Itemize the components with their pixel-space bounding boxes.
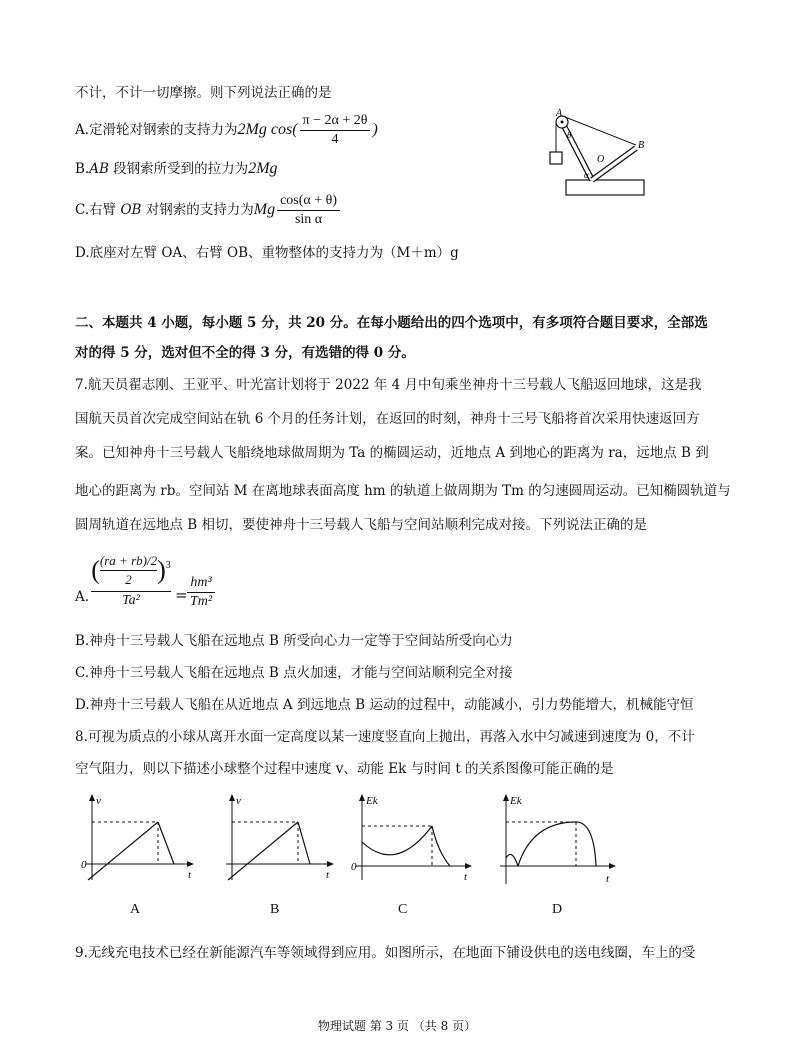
axis-label: t (188, 869, 192, 881)
weight (550, 152, 562, 164)
crane-figure (540, 108, 650, 198)
label-theta: θ (567, 130, 572, 140)
option-7d: D.神舟十三号载人飞船在从近地点 A 到远地点 B 运动的过程中，动能减小，引力势能增大，机械能守恒 (75, 697, 694, 713)
axis-label: t (326, 869, 330, 881)
q8-line: 8.可视为质点的小球从离开水面一定高度以某一速度竖直向上抛出，再落入水中匀减速到速度为 0，不计 (75, 729, 695, 745)
option-6a: A.定滑轮对钢索的支持力为2Mg cos( $\frac{\pi - 2\alpha + 2\theta}{4}$ ) (75, 113, 378, 147)
q9-line: 9.无线充电技术已经在新能源汽车等领域得到应用。如图所示，在地面下铺设供电的送电线圈，车上的受 (75, 945, 696, 961)
q7-line: 圆周轨道在远地点 B 相切，要使神舟十三号载人飞船与空间站顺利完成对接。下列说法正确的是 (75, 517, 648, 533)
text-line: 不计，不计一切摩擦。则下列说法正确的是 (75, 85, 332, 101)
q7-line: 地心的距离为 rb。空间站 M 在离地球表面高度 hm 的轨道上做周期为 Tm 的匀速圆周运动。已知椭圆轨道与 (75, 483, 731, 499)
curve (228, 822, 298, 880)
label-a: A (556, 108, 563, 119)
origin-label: 0 (81, 859, 87, 871)
q7-line: 案。已知神舟十三号载人飞船绕地球做周期为 Ta 的椭圆运动，近地点 A 到地心的距离为 ra，远地点 B 到 (75, 445, 709, 461)
q8-line: 空气阻力，则以下描述小球整个过程中速度 v、动能 Ek 与时间 t 的关系图像可能正确的是 (75, 761, 614, 777)
curve (432, 826, 450, 866)
section-header: 二、本题共 4 小题，每小题 5 分，共 20 分。在每小题给出的四个选项中，有多项符合题目要求，全部选 (75, 315, 708, 331)
label-o: O (597, 154, 605, 165)
curve (298, 822, 310, 864)
graph-c (348, 792, 478, 892)
axis-label: v (236, 795, 241, 807)
axis-label: t (464, 871, 468, 883)
q7-line: 国航天员首次完成空间站在轨 6 个月的任务计划，在返回的时刻，神舟十三号飞船将首次采用快速返回方 (75, 411, 700, 427)
graph-d (492, 792, 622, 892)
curve (88, 822, 158, 880)
graph-label: A (130, 902, 141, 917)
option-6c: C.右臂 OB 对钢索的支持力为Mg $\frac{\cos(\alpha + \theta)}{\text{sin α}}$ (75, 192, 342, 229)
cable-ab (565, 117, 636, 145)
option-7c: C.神舟十三号载人飞船在远地点 B 点火加速，才能与空间站顺利完全对接 (75, 665, 513, 681)
option-6b: B.AB 段钢索所受到的拉力为2Mg (75, 160, 278, 177)
option-6d: D.底座对左臂 OA、右臂 OB、重物整体的支持力为（M＋m）g (75, 245, 459, 261)
curve (506, 854, 518, 866)
option-7b: B.神舟十三号载人飞船在远地点 B 所受向心力一定等于空间站所受向心力 (75, 633, 513, 649)
curve (158, 822, 174, 864)
base (566, 180, 644, 195)
origin-label: 0 (351, 861, 357, 873)
axis-label: t (606, 873, 610, 885)
graph-label: D (552, 902, 563, 917)
q7-line: 7.航天员翟志刚、王亚平、叶光富计划将于 2022 年 4 月中旬乘坐神舟十三号载人飞船返回地球，这是我 (75, 377, 702, 393)
curve (362, 826, 432, 855)
graph-label: C (398, 902, 408, 917)
curve (518, 822, 576, 866)
label-alpha: α (584, 170, 589, 180)
axis-label: Ek (510, 795, 522, 807)
page-footer: 物理试题 第 3 页 （共 8 页） (317, 1019, 477, 1033)
curve (576, 822, 596, 866)
axis-label: Ek (366, 795, 378, 807)
section-header-cont: 对的得 5 分，选对但不全的得 3 分，有选错的得 0 分。 (75, 345, 415, 361)
axis-label: v (96, 795, 101, 807)
label-b: B (638, 140, 645, 151)
graph-label: B (270, 902, 280, 917)
graph-a (78, 792, 198, 892)
graph-b (218, 792, 338, 892)
